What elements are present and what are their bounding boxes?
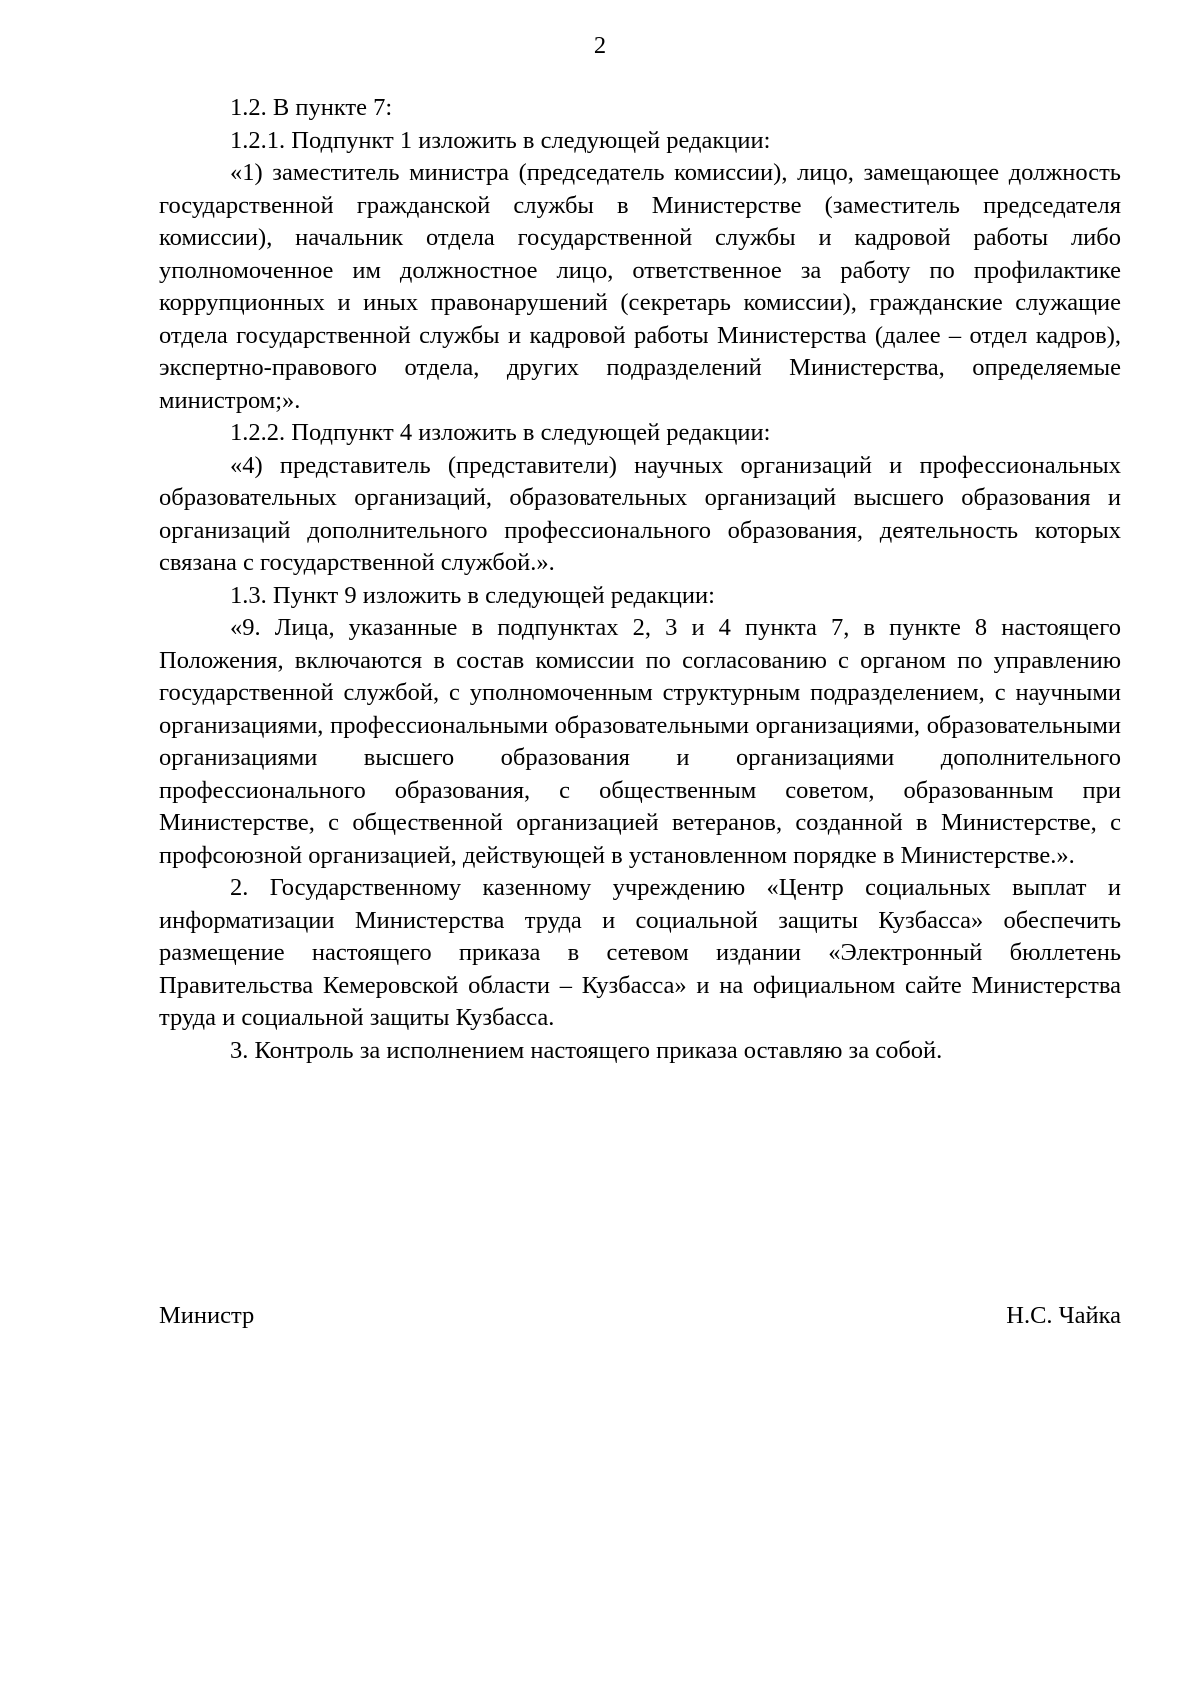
signature-block [159, 1300, 1121, 1333]
paragraph-3: 3. Контроль за исполнением настоящего приказа оставляю за собой. [230, 1036, 943, 1064]
signatory-name: Н.С. Чайка [1006, 1302, 1121, 1329]
paragraph-1-2-2: 1.2.2. Подпункт 4 изложить в следующей редакции: [230, 419, 771, 446]
paragraph-1-3: 1.3. Пункт 9 изложить в следующей редакции: [230, 581, 715, 609]
paragraph-2: 2. Государственному казенному учреждению «Центр социальных выплат и информатизации Министерства труда и социальной защиты Кузбасса» обеспечить размещение настоящего приказа в сетевом издании «Электронный бюллетень Правительства Кемеровской области – Кузбасса» и на официальном сайте Министерства труда и социальной защиты Кузбасса. [159, 874, 1121, 1031]
paragraph-subpoint-4-text: «4) представитель (представители) научных организаций и профессиональных образовательных организаций, образовательных организаций высшего образования и организаций дополнительного профессионального образования, деятельность которых связана с государственной службой.». [159, 451, 1121, 576]
signatory-title: Министр [159, 1302, 255, 1329]
document-body [159, 92, 1121, 1067]
paragraph-point-9-text: «9. Лица, указанные в подпунктах 2, 3 и 4 пункта 7, в пункте 8 настоящего Положения, включаются в состав комиссии по согласованию с органом по управлению государственной службой, с уполномоченным структурным подразделением, с научными организациями, профессиональными образовательными организациями, образовательными организациями высшего образования и организациями дополнительного профессионального образования, с общественным советом, образованным при Министерстве, с общественной организацией ветеранов, созданной в Министерстве, с профсоюзной организацией, действующей в установленном порядке в Министерстве.». [159, 614, 1121, 869]
paragraph-1-2: 1.2. В пункте 7: [230, 94, 393, 121]
paragraph-1-2-1: 1.2.1. Подпункт 1 изложить в следующей редакции: [230, 126, 771, 154]
page-number: 2 [593, 32, 607, 59]
paragraph-subpoint-1-text: «1) заместитель министра (председатель комиссии), лицо, замещающее должность государственной гражданской службы в Министерстве (заместитель председателя комиссии), начальник отдела государственной службы и кадровой работы либо уполномоченное им должностное лицо, ответственное за работу по профилактике коррупционных и иных правонарушений (секретарь комиссии), гражданские служащие отдела государственной службы и кадровой работы Министерства (далее – отдел кадров), экспертно-правового отдела, других подразделений Министерства, определяемые министром;». [159, 159, 1121, 414]
